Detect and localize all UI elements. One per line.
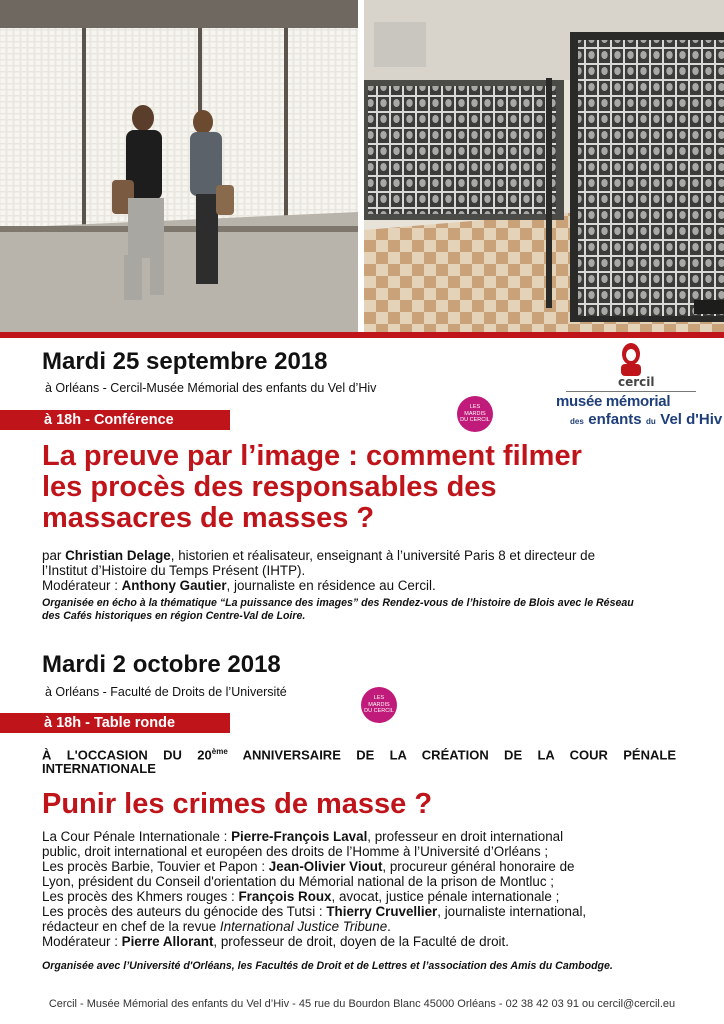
event1-note bbox=[42, 597, 722, 622]
event1-note-line2: des Cafés historiques en région Centre-Val de Loire. bbox=[42, 609, 306, 622]
panel-line-moderator: Modérateur : Pierre Allorant, professeur de droit, doyen de la Faculté de droit. bbox=[42, 934, 509, 949]
panel-line-cpi: La Cour Pénale Internationale : Pierre-François Laval, professeur en droit international bbox=[42, 829, 564, 844]
event2-occasion-line1: À L'OCCASION DU 20ème ANNIVERSAIRE DE LA CRÉATION DE LA COUR PÉNALE bbox=[42, 747, 676, 763]
badge-line2: MARDIS bbox=[464, 410, 486, 417]
event1-title-line3: massacres de masses ? bbox=[42, 502, 375, 534]
event1-time-tag: à 18h - Conférence bbox=[0, 410, 230, 430]
logo-line1: musée mémorial bbox=[556, 393, 671, 410]
event1-note-line1: Organisée en écho à la thématique “La puissance des images” des Rendez-vous de l’histoire de Blois avec le Réseau bbox=[42, 597, 634, 609]
cercil-logo bbox=[556, 342, 723, 442]
logo-brand: cercil bbox=[618, 375, 655, 389]
event2-time-tag: à 18h - Table ronde bbox=[0, 713, 230, 733]
mardis-badge-2 bbox=[361, 687, 397, 723]
portrait-icon bbox=[618, 342, 644, 376]
panel-line-barbie: Les procès Barbie, Touvier et Papon : Jean-Olivier Viout, procureur général honoraire de bbox=[42, 859, 575, 874]
badge2-line3: DU CERCIL bbox=[364, 708, 394, 715]
logo-des: des bbox=[570, 417, 584, 426]
logo-line2 bbox=[570, 411, 722, 429]
panel-line-cpi-2: public, droit international et européen des droits de l’Homme à l’Université d’Orléans ; bbox=[42, 844, 549, 859]
event1-speaker-line: par Christian Delage, historien et réalisateur, enseignant à l’université Paris 8 et directeur de bbox=[42, 548, 596, 563]
photo-exhibition-panels bbox=[364, 0, 724, 332]
panel-line-tutsi-2: rédacteur en chef de la revue International Justice Tribune. bbox=[42, 919, 391, 934]
mardis-badge bbox=[457, 396, 493, 432]
logo-velhiv: Vel d'Hiv bbox=[660, 411, 723, 428]
logo-enfants: enfants bbox=[588, 411, 642, 428]
event1-speaker: Christian Delage bbox=[65, 548, 171, 563]
badge-line3: DU CERCIL bbox=[460, 417, 490, 424]
event2-occasion-line2: INTERNATIONALE bbox=[42, 761, 156, 777]
event2-venue: à Orléans - Faculté de Droits de l’Université bbox=[45, 685, 287, 699]
badge-line1: LES bbox=[469, 404, 481, 411]
event1-title-line2: les procès des responsables des bbox=[42, 471, 497, 503]
panel-line-khmers: Les procès des Khmers rouges : François Roux, avocat, justice pénale internationale ; bbox=[42, 889, 560, 904]
event2-note: Organisée avec l’Université d'Orléans, les Facultés de Droit et de Lettres et l’association des Amis du Cambodge. bbox=[42, 960, 613, 972]
event1-speaker-line2: l’Institut d’Histoire du Temps Présent (IHTP). bbox=[42, 563, 306, 578]
event1-title bbox=[42, 441, 702, 534]
header-photos bbox=[0, 0, 724, 332]
event2-panel bbox=[42, 829, 692, 949]
event1-title-line1: La preuve par l’image : comment filmer bbox=[42, 440, 582, 472]
event1-speakers bbox=[42, 548, 712, 593]
event1-moderator: Anthony Gautier bbox=[121, 578, 227, 593]
event2-occasion bbox=[42, 745, 676, 776]
footer: Cercil - Musée Mémorial des enfants du Vel d’Hiv - 45 rue du Bourdon Blanc 45000 Orléans - 02 38 42 03 91 ou cercil@cercil.eu bbox=[48, 998, 676, 1010]
badge2-line1: LES bbox=[373, 695, 385, 702]
logo-du: du bbox=[646, 417, 656, 426]
photo-museum-visitors bbox=[0, 0, 358, 332]
event1-venue: à Orléans - Cercil-Musée Mémorial des enfants du Vel d’Hiv bbox=[45, 381, 377, 395]
badge2-line2: MARDIS bbox=[368, 701, 390, 708]
event2-title: Punir les crimes de masse ? bbox=[42, 788, 433, 820]
panel-line-tutsi: Les procès des auteurs du génocide des Tutsi : Thierry Cruvellier, journaliste international, bbox=[42, 904, 587, 919]
header-divider bbox=[0, 332, 724, 338]
event1-moderator-line: Modérateur : Anthony Gautier, journaliste en résidence au Cercil. bbox=[42, 578, 436, 593]
event2-date: Mardi 2 octobre 2018 bbox=[42, 651, 281, 678]
logo-rule bbox=[566, 391, 696, 392]
panel-line-barbie-2: Lyon, président du Conseil d'orientation du Mémorial national de la prison de Montluc ; bbox=[42, 874, 554, 889]
event1-date: Mardi 25 septembre 2018 bbox=[42, 348, 328, 375]
